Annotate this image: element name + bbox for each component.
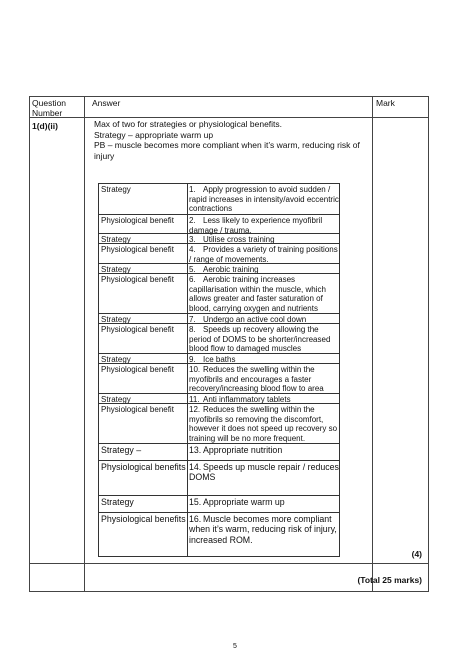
row-number: 8. xyxy=(189,325,196,334)
header-answer: Answer xyxy=(92,98,121,108)
table-row xyxy=(99,512,339,547)
row-label: Physiological benefits xyxy=(101,462,186,472)
row-description: Aerobic training xyxy=(203,265,259,274)
row-description: Aerobic training increases capillarisation within the muscle, which allows greater and faster saturation of blood, carrying oxygen and nutrients xyxy=(189,275,326,313)
row-number: 11. xyxy=(189,395,200,404)
row-number: 6. xyxy=(189,275,196,284)
row-text xyxy=(189,405,339,443)
row-description: Speeds up recovery allowing the period of DOMS to be shorter/increased blood flow to damaged muscles xyxy=(189,325,331,354)
row-description: Reduces the swelling within the myofibrils and encourages a faster recovery/increasing blood flow to area xyxy=(189,365,324,394)
row-text xyxy=(189,245,339,264)
row-number: 4. xyxy=(189,245,196,254)
row-description: Muscle becomes more compliant when it’s warm, reducing risk of injury, increased ROM. xyxy=(189,514,337,545)
intro-line-2: Strategy – appropriate warm up xyxy=(94,129,214,140)
table-row xyxy=(99,323,339,353)
table-row xyxy=(99,263,339,273)
row-text xyxy=(189,325,339,354)
row-label: Physiological benefit xyxy=(101,245,174,254)
header-mark: Mark xyxy=(376,98,395,108)
row-label: Strategy xyxy=(101,265,131,274)
row-description: Provides a variety of training positions / range of movements. xyxy=(189,245,338,264)
row-text xyxy=(189,514,339,545)
row-number: 12. xyxy=(189,405,201,414)
table-row xyxy=(99,273,339,313)
mark-value: (4) xyxy=(411,549,422,559)
row-number: 16. xyxy=(189,514,202,524)
mark-scheme-table xyxy=(29,96,429,592)
header-divider xyxy=(30,117,428,118)
answer-intro xyxy=(94,119,364,161)
row-label: Physiological benefit xyxy=(101,365,174,374)
table-row xyxy=(99,403,339,443)
row-description: Reduces the swelling within the myofibrils so removing the discomfort, however it does not speed up recovery so training will be no more frequent. xyxy=(189,405,338,443)
intro-line-3: PB – muscle becomes more compliant when it’s warm, reducing risk of injury xyxy=(94,140,360,161)
row-description: Apply progression to avoid sudden / rapid increases in intensity/avoid eccentric contractions xyxy=(189,185,339,214)
question-number: 1(d)(ii) xyxy=(32,121,58,131)
table-row xyxy=(99,233,339,243)
table-row xyxy=(99,184,339,214)
page-number: 5 xyxy=(233,643,237,650)
row-number: 9. xyxy=(189,355,196,364)
row-label: Strategy xyxy=(101,395,131,404)
row-label: Strategy xyxy=(101,235,131,244)
row-number: 10. xyxy=(189,365,201,374)
table-row xyxy=(99,353,339,363)
row-description: Ice baths xyxy=(203,355,236,364)
row-text xyxy=(189,185,339,214)
row-label: Strategy xyxy=(101,355,131,364)
intro-line-1: Max of two for strategies or physiological benefits. xyxy=(94,119,283,129)
row-label: Physiological benefits xyxy=(101,514,186,524)
row-text xyxy=(189,462,339,483)
row-description: Undergo an active cool down xyxy=(203,315,307,324)
table-row xyxy=(99,460,339,495)
table-row xyxy=(99,243,339,263)
row-number: 14. xyxy=(189,462,202,472)
table-row xyxy=(99,214,339,233)
row-label: Strategy xyxy=(101,315,131,324)
row-number: 3. xyxy=(189,235,196,244)
row-number: 15. xyxy=(189,497,202,507)
row-label: Physiological benefit xyxy=(101,325,174,334)
table-row xyxy=(99,363,339,393)
row-description: Utilise cross training xyxy=(203,235,275,244)
header-question-number: Question Number xyxy=(32,98,67,118)
row-description: Anti inflammatory tablets xyxy=(203,395,291,404)
row-number: 2. xyxy=(189,216,196,225)
total-divider xyxy=(30,563,428,564)
row-number: 1. xyxy=(189,185,196,194)
row-description: Less likely to experience myofibril damage / trauma. xyxy=(189,216,323,235)
table-row xyxy=(99,443,339,460)
table-row xyxy=(99,495,339,512)
total-marks: (Total 25 marks) xyxy=(357,575,422,585)
row-text xyxy=(189,275,339,313)
row-text xyxy=(189,445,339,455)
column-divider-1 xyxy=(84,97,85,591)
row-description: Appropriate nutrition xyxy=(203,445,283,455)
table-row xyxy=(99,393,339,403)
strategies-table xyxy=(98,183,340,557)
row-number: 5. xyxy=(189,265,196,274)
column-divider-2 xyxy=(372,97,373,591)
row-number: 7. xyxy=(189,315,196,324)
row-label: Strategy xyxy=(101,497,134,507)
table-row xyxy=(99,313,339,323)
row-label: Physiological benefit xyxy=(101,216,174,225)
row-label: Strategy xyxy=(101,185,131,194)
row-label: Strategy – xyxy=(101,445,142,455)
row-label: Physiological benefit xyxy=(101,275,174,284)
row-description: Appropriate warm up xyxy=(203,497,285,507)
row-text xyxy=(189,497,339,507)
row-number: 13. xyxy=(189,445,202,455)
row-label: Physiological benefit xyxy=(101,405,174,414)
row-description: Speeds up muscle repair / reduces DOMS xyxy=(189,462,339,483)
row-text xyxy=(189,365,339,394)
